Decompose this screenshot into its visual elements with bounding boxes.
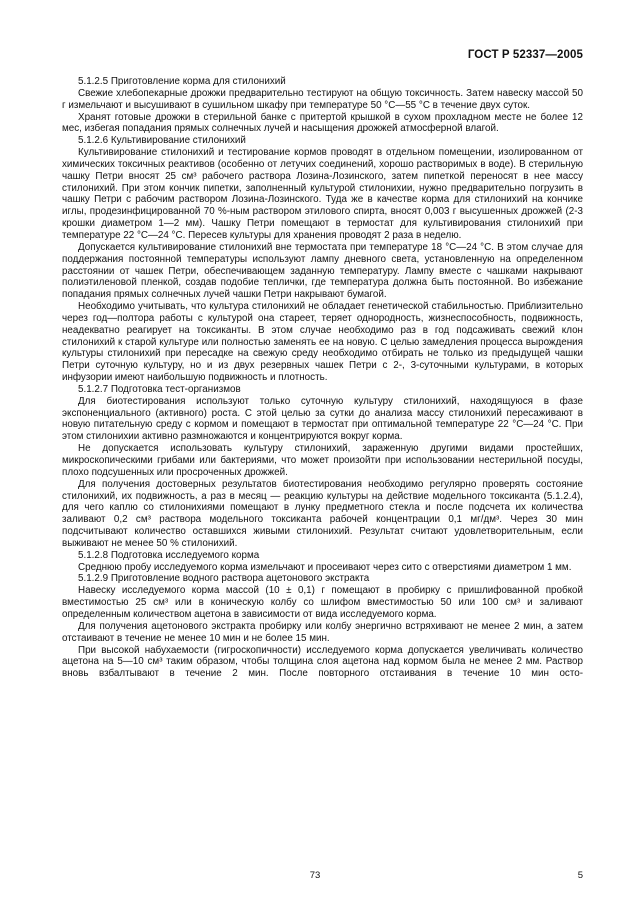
paragraph: Для биотестирования используют только суточную культуру стилонихий, находящуюся в фазе экспоненциального (активного) роста. С этой целью за сутки до анализа массу стилонихий пересаживают в новую питательную среду с кормом и помещают в термостат при оптимальной температуре 22 °С—24 °С. При этом стилонихии активно размножаются и концентрируются вокруг корма.: [62, 395, 583, 443]
section-heading: 5.1.2.7 Подготовка тест-организмов: [78, 383, 241, 395]
document-standard-number: ГОСТ Р 52337—2005: [467, 49, 583, 61]
paragraph: Навеску исследуемого корма массой (10 ± 0,1) г помещают в пробирку с пришлифованной пробкой вместимостью 25 см³ или в коническую колбу со шлифом вместимостью 50 или 100 см³ и заливают определенным количеством ацетона в зависимости от вида исследуемого корма.: [62, 585, 583, 620]
paragraph: Свежие хлебопекарные дрожжи предварительно тестируют на общую токсичность. Затем навеску массой 50 г измельчают и высушивают в сушильном шкафу при температуре 50 °С—55 °С в течение двух суток.: [62, 87, 583, 111]
section-heading: 5.1.2.5 Приготовление корма для стилонихий: [78, 76, 286, 87]
section-heading: 5.1.2.9 Приготовление водного раствора ацетонового экстракта: [78, 573, 370, 585]
paragraph: Допускается культивирование стилонихий вне термостата при температуре 18 °С—24 °С. В этом случае для поддержания постоянной температуры используют лампу дневного света, установленную на определенном расстоянии от чашек Петри, обеспечивающем заданную температуру. Лампу вместе с чашками накрывают полиэтиленовой пленкой, создав подобие теплички, где температура должна быть постоянной. Во избежание попадания прямых солнечных лучей чашки Петри накрывают бумагой.: [62, 241, 583, 301]
paragraph: При высокой набухаемости (гигроскопичности) исследуемого корма допускается увеличивать количество ацетона на 5—10 см³ таким образом, чтобы толщина слоя ацетона над кормом была не менее 2 мм. Раствор вновь взбалтывают в течение 2 мин. После повторного отстаивания в течение 10 мин осто-: [62, 644, 583, 680]
page-number-center: 73: [309, 870, 321, 881]
section-heading: 5.1.2.8 Подготовка исследуемого корма: [78, 549, 260, 561]
paragraph: Среднюю пробу исследуемого корма измельчают и просеивают через сито с отверстиями диаметром 1 мм.: [78, 561, 572, 573]
paragraph: Для получения ацетонового экстракта пробирку или колбу энергично встряхивают не менее 2 мин, а затем отстаивают в течение не менее 10 мин и не более 15 мин.: [62, 620, 583, 644]
paragraph: Культивирование стилонихий и тестирование кормов проводят в отдельном помещении, изолированном от химических токсичных реактивов (особенно от летучих соединений, хорошо растворимых в воде). В стерильную чашку Петри вносят 25 см³ рабочего раствора Лозина-Лозинского, затем пипеткой переносят в нее массу стилонихий. При этом кончик пипетки, заполненный культурой стилонихии, нужно предварительно погрузить в чашку Петри с рабочим раствором Лозина-Лозинского. Туда же в качестве корма для стилонихий на кончике иглы, продезинфицированной 70 %-ным раствором этилового спирта, вносят 0,003 г высушенных дрожжей (2-3 крошки диаметром 1—2 мм). Чашку Петри помещают в термостат для культивирования стилонихий при температуре 22 °С—24 °С. Пересев культуры для хранения проводят 2 раза в неделю.: [62, 147, 583, 241]
paragraph: Хранят готовые дрожжи в стерильной банке с притертой крышкой в сухом прохладном месте не более 12 мес, избегая попадания прямых солнечных лучей и насыщения дрожжей атмосферной влагой.: [62, 111, 583, 135]
section-heading: 5.1.2.6 Культивирование стилонихий: [78, 135, 246, 147]
paragraph: Необходимо учитывать, что культура стилонихий не обладает генетической стабильностью. Приблизительно через год—полтора работы с культурой она стареет, теряет однородность, жизнеспособность, подвижность, неадекватно реагирует на токсиканты. В этом случае необходимо раз в год подсаживать свежий клон стилонихий к старой культуре или полностью заменять ее на новую. С целью замедления процесса вырождения культуры стилонихий при пересадке на свежую среду необходимо отбирать не только из предыдущей чашки Петри суточную культуру, но и из двух резервных чашек Петри с 2-, 3-суточными культурами, в которых инфузории имеют наибольшую подвижность и плотность.: [62, 301, 583, 384]
paragraph: Не допускается использовать культуру стилонихий, зараженную другими видами простейших, микроскопическими грибами или бактериями, что может произойти при использовании нестерильной посуды, плохо подсушенных или просроченных дрожжей.: [62, 443, 583, 478]
paragraph: Для получения достоверных результатов биотестирования необходимо регулярно проверять состояние стилонихий, их подвижность, а раз в месяц — реакцию культуры на действие модельного токсиканта (5.1.2.4), для чего каплю со стилонихиями помещают в лунку предметного стекла и после подсчета их количества заливают 0,2 см³ раствора модельного токсиканта рабочей концентрации 0,1 мг/дм³. Через 30 мин подсчитывают количество оставшихся живыми стилонихий. Результат считают удовлетворительным, если выживают не менее 50 % стилонихий.: [62, 478, 583, 549]
page-number-right: 5: [577, 870, 583, 881]
document-body: [62, 76, 583, 680]
